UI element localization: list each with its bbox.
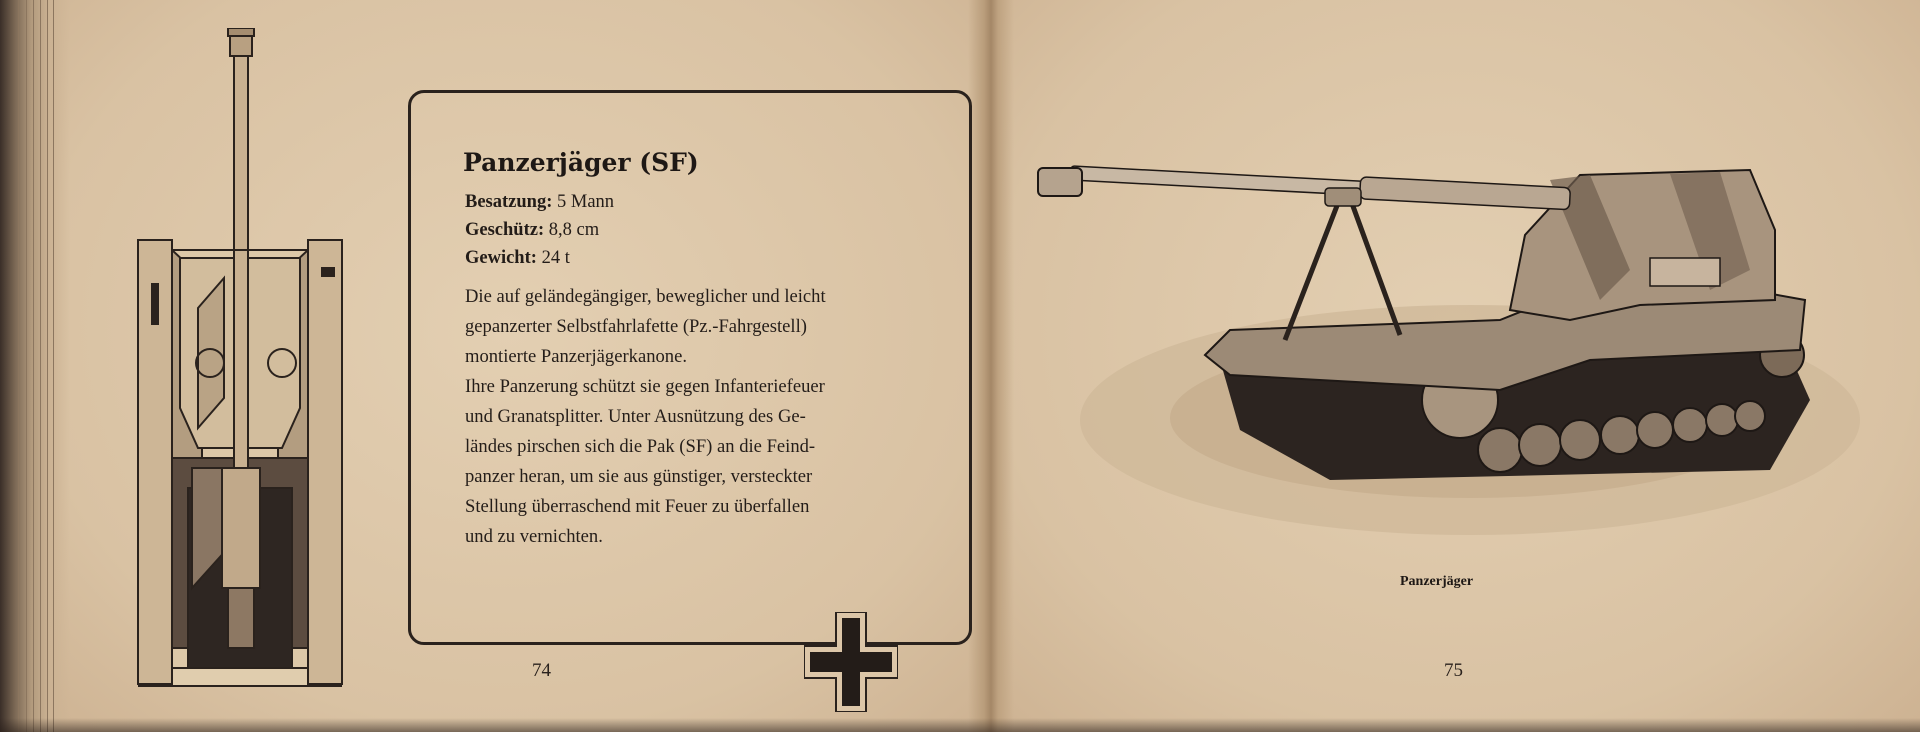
body-line: montierte Panzerjägerkanone. xyxy=(465,346,687,367)
book-spine xyxy=(968,0,1014,732)
body-line: gepanzerter Selbstfahrlafette (Pz.-Fahrgestell) xyxy=(465,316,807,337)
top-view-tank-icon xyxy=(132,28,348,700)
spec-gun: Geschütz: 8,8 cm xyxy=(465,220,600,240)
page-number-left: 74 xyxy=(532,660,551,681)
body-line: Stellung überraschend mit Feuer zu überfallen xyxy=(465,496,810,517)
spec-crew: Besatzung: 5 Mann xyxy=(465,192,615,212)
spec-weight: Gewicht: 24 t xyxy=(465,248,570,268)
body-paragraph xyxy=(465,282,939,552)
tank-destroyer-photo-icon xyxy=(1030,150,1870,550)
body-line: Die auf geländegängiger, beweglicher und leicht xyxy=(465,286,826,307)
page-number-right: 75 xyxy=(1444,660,1463,681)
photo-caption: Panzerjäger xyxy=(1400,574,1474,589)
page-edges xyxy=(0,0,70,732)
spec-list xyxy=(465,188,614,272)
body-line: und Granatsplitter. Unter Ausnützung des Ge- xyxy=(465,406,806,427)
page-title: Panzerjäger (SF) xyxy=(463,148,699,177)
bottom-shadow xyxy=(0,718,1920,732)
body-line: Ihre Panzerung schützt sie gegen Infanteriefeuer xyxy=(465,376,825,397)
body-line: panzer heran, um sie aus günstiger, versteckter xyxy=(465,466,813,487)
balkenkreuz-icon xyxy=(804,612,898,712)
body-line: ländes pirschen sich die Pak (SF) an die Feind- xyxy=(465,436,816,457)
body-line: und zu vernichten. xyxy=(465,526,603,547)
